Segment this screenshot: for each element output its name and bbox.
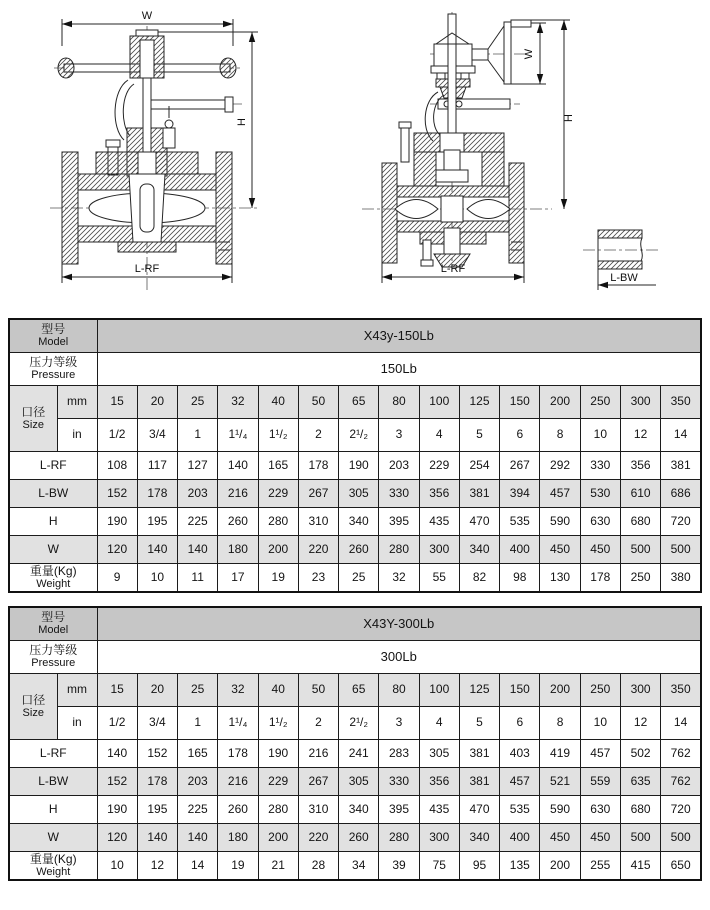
value-cell: 610 <box>620 480 660 508</box>
dim-label-lrf-right: L-RF <box>440 263 466 275</box>
dim-label-h-right: H <box>563 114 575 122</box>
value-cell: 216 <box>218 480 258 508</box>
value-cell: 165 <box>178 740 218 768</box>
row-label-cell <box>9 480 97 508</box>
size-value-cell: 2 <box>298 419 338 452</box>
value-cell: 535 <box>500 796 540 824</box>
value-cell: 140 <box>137 536 177 564</box>
value-cell: 10 <box>137 564 177 593</box>
value-cell: 75 <box>419 852 459 881</box>
pressure-row <box>9 353 701 386</box>
value-cell: 140 <box>178 824 218 852</box>
dimension-row <box>9 508 701 536</box>
label-line-en: Model <box>38 336 69 349</box>
dim-label-w-left: W <box>141 10 153 22</box>
value-cell: 225 <box>178 796 218 824</box>
size-unit-row <box>9 386 701 419</box>
value-cell: 395 <box>379 508 419 536</box>
size-value-cell: 125 <box>459 674 499 707</box>
value-cell: 340 <box>459 824 499 852</box>
row-label-cell <box>9 452 97 480</box>
value-cell: 590 <box>540 796 580 824</box>
dimension-row <box>9 852 701 881</box>
pressure-row <box>9 641 701 674</box>
value-cell: 381 <box>459 740 499 768</box>
value-cell: 178 <box>218 740 258 768</box>
size-value-cell: 3 <box>379 419 419 452</box>
value-cell: 225 <box>178 508 218 536</box>
label-line-en: Pressure <box>31 369 76 382</box>
value-cell: 305 <box>339 480 379 508</box>
value-cell: 260 <box>218 508 258 536</box>
value-cell: 140 <box>137 824 177 852</box>
value-cell: 98 <box>500 564 540 593</box>
label-line-en: Size <box>22 418 44 431</box>
value-cell: 280 <box>258 508 298 536</box>
value-cell: 394 <box>500 480 540 508</box>
size-value-cell: 65 <box>339 674 379 707</box>
size-value-cell: 25 <box>178 674 218 707</box>
value-cell: 305 <box>339 768 379 796</box>
value-cell: 190 <box>97 508 137 536</box>
value-cell: 14 <box>178 852 218 881</box>
value-cell: 21 <box>258 852 298 881</box>
size-value-cell: 350 <box>661 674 701 707</box>
size-value-cell: 12 <box>620 419 660 452</box>
label-line-cn: 压力等级 <box>29 643 78 658</box>
label-line-en: Model <box>38 624 69 637</box>
label-line-cn: H <box>48 801 58 816</box>
value-cell: 340 <box>339 796 379 824</box>
size-value-cell: 1 <box>178 707 218 740</box>
value-cell: 500 <box>620 536 660 564</box>
value-cell: 195 <box>137 508 177 536</box>
value-cell: 200 <box>540 852 580 881</box>
dimension-row <box>9 536 701 564</box>
value-cell: 330 <box>580 452 620 480</box>
value-cell: 400 <box>500 536 540 564</box>
size-value-cell: 1¹/₂ <box>258 419 298 452</box>
model-header-cell <box>9 319 97 353</box>
value-cell: 267 <box>298 768 338 796</box>
value-cell: 686 <box>661 480 701 508</box>
value-cell: 32 <box>379 564 419 593</box>
size-value-cell: 40 <box>258 386 298 419</box>
label-line-cn: W <box>47 829 59 844</box>
size-unit-row <box>9 707 701 740</box>
row-label-cell <box>9 852 97 881</box>
value-cell: 340 <box>459 536 499 564</box>
dimension-row <box>9 564 701 593</box>
value-cell: 720 <box>661 508 701 536</box>
size-value-cell: 200 <box>540 674 580 707</box>
size-value-cell: 32 <box>218 386 258 419</box>
unit-cell: in <box>57 419 97 452</box>
model-value-cell: X43Y-300Lb <box>97 607 701 641</box>
label-line-cn: 重量(Kg) <box>29 563 77 578</box>
size-value-cell: 200 <box>540 386 580 419</box>
size-value-cell: 1¹/₂ <box>258 707 298 740</box>
value-cell: 590 <box>540 508 580 536</box>
value-cell: 280 <box>379 824 419 852</box>
value-cell: 500 <box>661 824 701 852</box>
value-cell: 178 <box>137 768 177 796</box>
label-line-cn: 型号 <box>41 610 66 625</box>
value-cell: 220 <box>298 536 338 564</box>
value-cell: 152 <box>97 768 137 796</box>
size-value-cell: 3/4 <box>137 707 177 740</box>
value-cell: 28 <box>298 852 338 881</box>
size-value-cell: 8 <box>540 419 580 452</box>
value-cell: 140 <box>178 536 218 564</box>
value-cell: 200 <box>258 824 298 852</box>
size-value-cell: 1/2 <box>97 419 137 452</box>
size-value-cell: 250 <box>580 674 620 707</box>
size-value-cell: 5 <box>459 707 499 740</box>
value-cell: 340 <box>339 508 379 536</box>
value-cell: 241 <box>339 740 379 768</box>
value-cell: 419 <box>540 740 580 768</box>
dimension-row <box>9 796 701 824</box>
size-value-cell: 100 <box>419 386 459 419</box>
size-value-cell: 1/2 <box>97 707 137 740</box>
value-cell: 95 <box>459 852 499 881</box>
pressure-header-cell <box>9 353 97 386</box>
value-cell: 559 <box>580 768 620 796</box>
value-cell: 250 <box>620 564 660 593</box>
size-value-cell: 8 <box>540 707 580 740</box>
value-cell: 300 <box>419 536 459 564</box>
pressure-value-cell: 300Lb <box>97 641 701 674</box>
dim-label-lrf-left: L-RF <box>134 263 160 275</box>
value-cell: 457 <box>540 480 580 508</box>
label-line-en: Weight <box>36 865 71 878</box>
value-cell: 630 <box>580 796 620 824</box>
value-cell: 380 <box>661 564 701 593</box>
value-cell: 310 <box>298 508 338 536</box>
value-cell: 292 <box>540 452 580 480</box>
size-value-cell: 40 <box>258 674 298 707</box>
size-value-cell: 3 <box>379 707 419 740</box>
value-cell: 502 <box>620 740 660 768</box>
dimension-row <box>9 452 701 480</box>
size-value-cell: 2¹/₂ <box>339 419 379 452</box>
spec-tables <box>8 318 702 881</box>
value-cell: 457 <box>580 740 620 768</box>
size-value-cell: 12 <box>620 707 660 740</box>
size-value-cell: 2¹/₂ <box>339 707 379 740</box>
size-value-cell: 65 <box>339 386 379 419</box>
value-cell: 450 <box>580 536 620 564</box>
value-cell: 356 <box>419 480 459 508</box>
value-cell: 135 <box>500 852 540 881</box>
size-value-cell: 20 <box>137 674 177 707</box>
value-cell: 330 <box>379 480 419 508</box>
value-cell: 395 <box>379 796 419 824</box>
unit-cell: mm <box>57 386 97 419</box>
value-cell: 415 <box>620 852 660 881</box>
value-cell: 254 <box>459 452 499 480</box>
value-cell: 195 <box>137 796 177 824</box>
valve-drawings <box>0 0 710 312</box>
value-cell: 178 <box>137 480 177 508</box>
size-value-cell: 50 <box>298 674 338 707</box>
value-cell: 356 <box>419 768 459 796</box>
label-line-cn: 口径 <box>21 404 46 419</box>
value-cell: 650 <box>661 852 701 881</box>
label-line-cn: H <box>48 513 58 528</box>
value-cell: 500 <box>661 536 701 564</box>
size-value-cell: 15 <box>97 674 137 707</box>
valve-diagram-canvas <box>0 0 710 312</box>
size-value-cell: 14 <box>661 419 701 452</box>
size-value-cell: 150 <box>500 674 540 707</box>
value-cell: 280 <box>258 796 298 824</box>
size-value-cell: 250 <box>580 386 620 419</box>
value-cell: 283 <box>379 740 419 768</box>
size-value-cell: 10 <box>580 419 620 452</box>
pressure-header-cell <box>9 641 97 674</box>
value-cell: 535 <box>500 508 540 536</box>
value-cell: 229 <box>419 452 459 480</box>
value-cell: 229 <box>258 768 298 796</box>
model-row <box>9 607 701 641</box>
value-cell: 260 <box>218 796 258 824</box>
size-value-cell: 350 <box>661 386 701 419</box>
label-line-cn: 口径 <box>21 692 46 707</box>
value-cell: 635 <box>620 768 660 796</box>
value-cell: 330 <box>379 768 419 796</box>
value-cell: 267 <box>298 480 338 508</box>
row-label-cell <box>9 508 97 536</box>
value-cell: 381 <box>459 480 499 508</box>
dim-label-w-right: W <box>523 48 535 60</box>
value-cell: 521 <box>540 768 580 796</box>
size-value-cell: 1 <box>178 419 218 452</box>
unit-cell: mm <box>57 674 97 707</box>
value-cell: 140 <box>218 452 258 480</box>
label-line-cn: 重量(Kg) <box>29 851 77 866</box>
model-header-cell <box>9 607 97 641</box>
value-cell: 120 <box>97 824 137 852</box>
value-cell: 10 <box>97 852 137 881</box>
value-cell: 203 <box>379 452 419 480</box>
label-line-cn: L-RF <box>39 457 67 472</box>
value-cell: 17 <box>218 564 258 593</box>
value-cell: 9 <box>97 564 137 593</box>
value-cell: 267 <box>500 452 540 480</box>
value-cell: 220 <box>298 824 338 852</box>
size-header-cell <box>9 674 57 740</box>
pressure-value-cell: 150Lb <box>97 353 701 386</box>
value-cell: 216 <box>218 768 258 796</box>
value-cell: 180 <box>218 824 258 852</box>
model-row <box>9 319 701 353</box>
value-cell: 180 <box>218 536 258 564</box>
dim-label-h-left: H <box>236 118 248 126</box>
value-cell: 280 <box>379 536 419 564</box>
value-cell: 720 <box>661 796 701 824</box>
value-cell: 55 <box>419 564 459 593</box>
size-value-cell: 300 <box>620 386 660 419</box>
value-cell: 203 <box>178 768 218 796</box>
value-cell: 203 <box>178 480 218 508</box>
value-cell: 140 <box>97 740 137 768</box>
size-value-cell: 4 <box>419 707 459 740</box>
value-cell: 450 <box>540 824 580 852</box>
value-cell: 450 <box>540 536 580 564</box>
label-line-cn: 压力等级 <box>29 355 78 370</box>
value-cell: 356 <box>620 452 660 480</box>
value-cell: 457 <box>500 768 540 796</box>
value-cell: 450 <box>580 824 620 852</box>
value-cell: 762 <box>661 740 701 768</box>
size-value-cell: 20 <box>137 386 177 419</box>
label-line-cn: L-RF <box>39 745 67 760</box>
value-cell: 127 <box>178 452 218 480</box>
size-value-cell: 1¹/₄ <box>218 707 258 740</box>
value-cell: 12 <box>137 852 177 881</box>
value-cell: 165 <box>258 452 298 480</box>
value-cell: 300 <box>419 824 459 852</box>
value-cell: 680 <box>620 508 660 536</box>
label-line-cn: L-BW <box>38 485 69 500</box>
value-cell: 381 <box>661 452 701 480</box>
gate-valve-drawing <box>50 10 260 290</box>
value-cell: 470 <box>459 508 499 536</box>
value-cell: 470 <box>459 796 499 824</box>
value-cell: 130 <box>540 564 580 593</box>
value-cell: 23 <box>298 564 338 593</box>
value-cell: 216 <box>298 740 338 768</box>
label-line-en: Pressure <box>31 657 76 670</box>
value-cell: 762 <box>661 768 701 796</box>
value-cell: 108 <box>97 452 137 480</box>
value-cell: 530 <box>580 480 620 508</box>
model-value-cell: X43y-150Lb <box>97 319 701 353</box>
value-cell: 260 <box>339 824 379 852</box>
value-cell: 435 <box>419 508 459 536</box>
value-cell: 310 <box>298 796 338 824</box>
label-line-en: Weight <box>36 577 71 590</box>
value-cell: 25 <box>339 564 379 593</box>
row-label-cell <box>9 796 97 824</box>
dimension-row <box>9 480 701 508</box>
size-value-cell: 300 <box>620 674 660 707</box>
butt-weld-end-drawing <box>583 230 660 290</box>
value-cell: 39 <box>379 852 419 881</box>
value-cell: 117 <box>137 452 177 480</box>
dimension-row <box>9 768 701 796</box>
value-cell: 152 <box>137 740 177 768</box>
value-cell: 400 <box>500 824 540 852</box>
size-value-cell: 6 <box>500 419 540 452</box>
size-value-cell: 6 <box>500 707 540 740</box>
size-value-cell: 14 <box>661 707 701 740</box>
row-label-cell <box>9 564 97 593</box>
value-cell: 190 <box>339 452 379 480</box>
value-cell: 500 <box>620 824 660 852</box>
size-value-cell: 32 <box>218 674 258 707</box>
value-cell: 200 <box>258 536 298 564</box>
size-value-cell: 4 <box>419 419 459 452</box>
value-cell: 19 <box>258 564 298 593</box>
value-cell: 19 <box>218 852 258 881</box>
size-value-cell: 80 <box>379 386 419 419</box>
size-value-cell: 15 <box>97 386 137 419</box>
value-cell: 190 <box>97 796 137 824</box>
dimension-row <box>9 824 701 852</box>
value-cell: 255 <box>580 852 620 881</box>
spec-table-150lb <box>8 318 702 593</box>
value-cell: 178 <box>580 564 620 593</box>
size-unit-row <box>9 419 701 452</box>
value-cell: 120 <box>97 536 137 564</box>
label-line-cn: W <box>47 541 59 556</box>
size-value-cell: 25 <box>178 386 218 419</box>
size-value-cell: 125 <box>459 386 499 419</box>
row-label-cell <box>9 740 97 768</box>
value-cell: 260 <box>339 536 379 564</box>
row-label-cell <box>9 824 97 852</box>
value-cell: 403 <box>500 740 540 768</box>
value-cell: 34 <box>339 852 379 881</box>
unit-cell: in <box>57 707 97 740</box>
size-value-cell: 150 <box>500 386 540 419</box>
size-value-cell: 1¹/₄ <box>218 419 258 452</box>
size-value-cell: 100 <box>419 674 459 707</box>
spec-table-300lb <box>8 606 702 881</box>
value-cell: 435 <box>419 796 459 824</box>
row-label-cell <box>9 536 97 564</box>
value-cell: 190 <box>258 740 298 768</box>
dim-label-lbw: L-BW <box>610 272 638 284</box>
gear-valve-drawing <box>362 12 575 283</box>
size-value-cell: 50 <box>298 386 338 419</box>
size-value-cell: 5 <box>459 419 499 452</box>
row-label-cell <box>9 768 97 796</box>
label-line-cn: L-BW <box>38 773 69 788</box>
value-cell: 82 <box>459 564 499 593</box>
value-cell: 305 <box>419 740 459 768</box>
size-value-cell: 10 <box>580 707 620 740</box>
size-value-cell: 80 <box>379 674 419 707</box>
value-cell: 229 <box>258 480 298 508</box>
size-value-cell: 2 <box>298 707 338 740</box>
value-cell: 152 <box>97 480 137 508</box>
value-cell: 680 <box>620 796 660 824</box>
label-line-cn: 型号 <box>41 322 66 337</box>
value-cell: 11 <box>178 564 218 593</box>
size-unit-row <box>9 674 701 707</box>
value-cell: 630 <box>580 508 620 536</box>
value-cell: 178 <box>298 452 338 480</box>
dimension-row <box>9 740 701 768</box>
size-header-cell <box>9 386 57 452</box>
size-value-cell: 3/4 <box>137 419 177 452</box>
value-cell: 381 <box>459 768 499 796</box>
label-line-en: Size <box>22 706 44 719</box>
